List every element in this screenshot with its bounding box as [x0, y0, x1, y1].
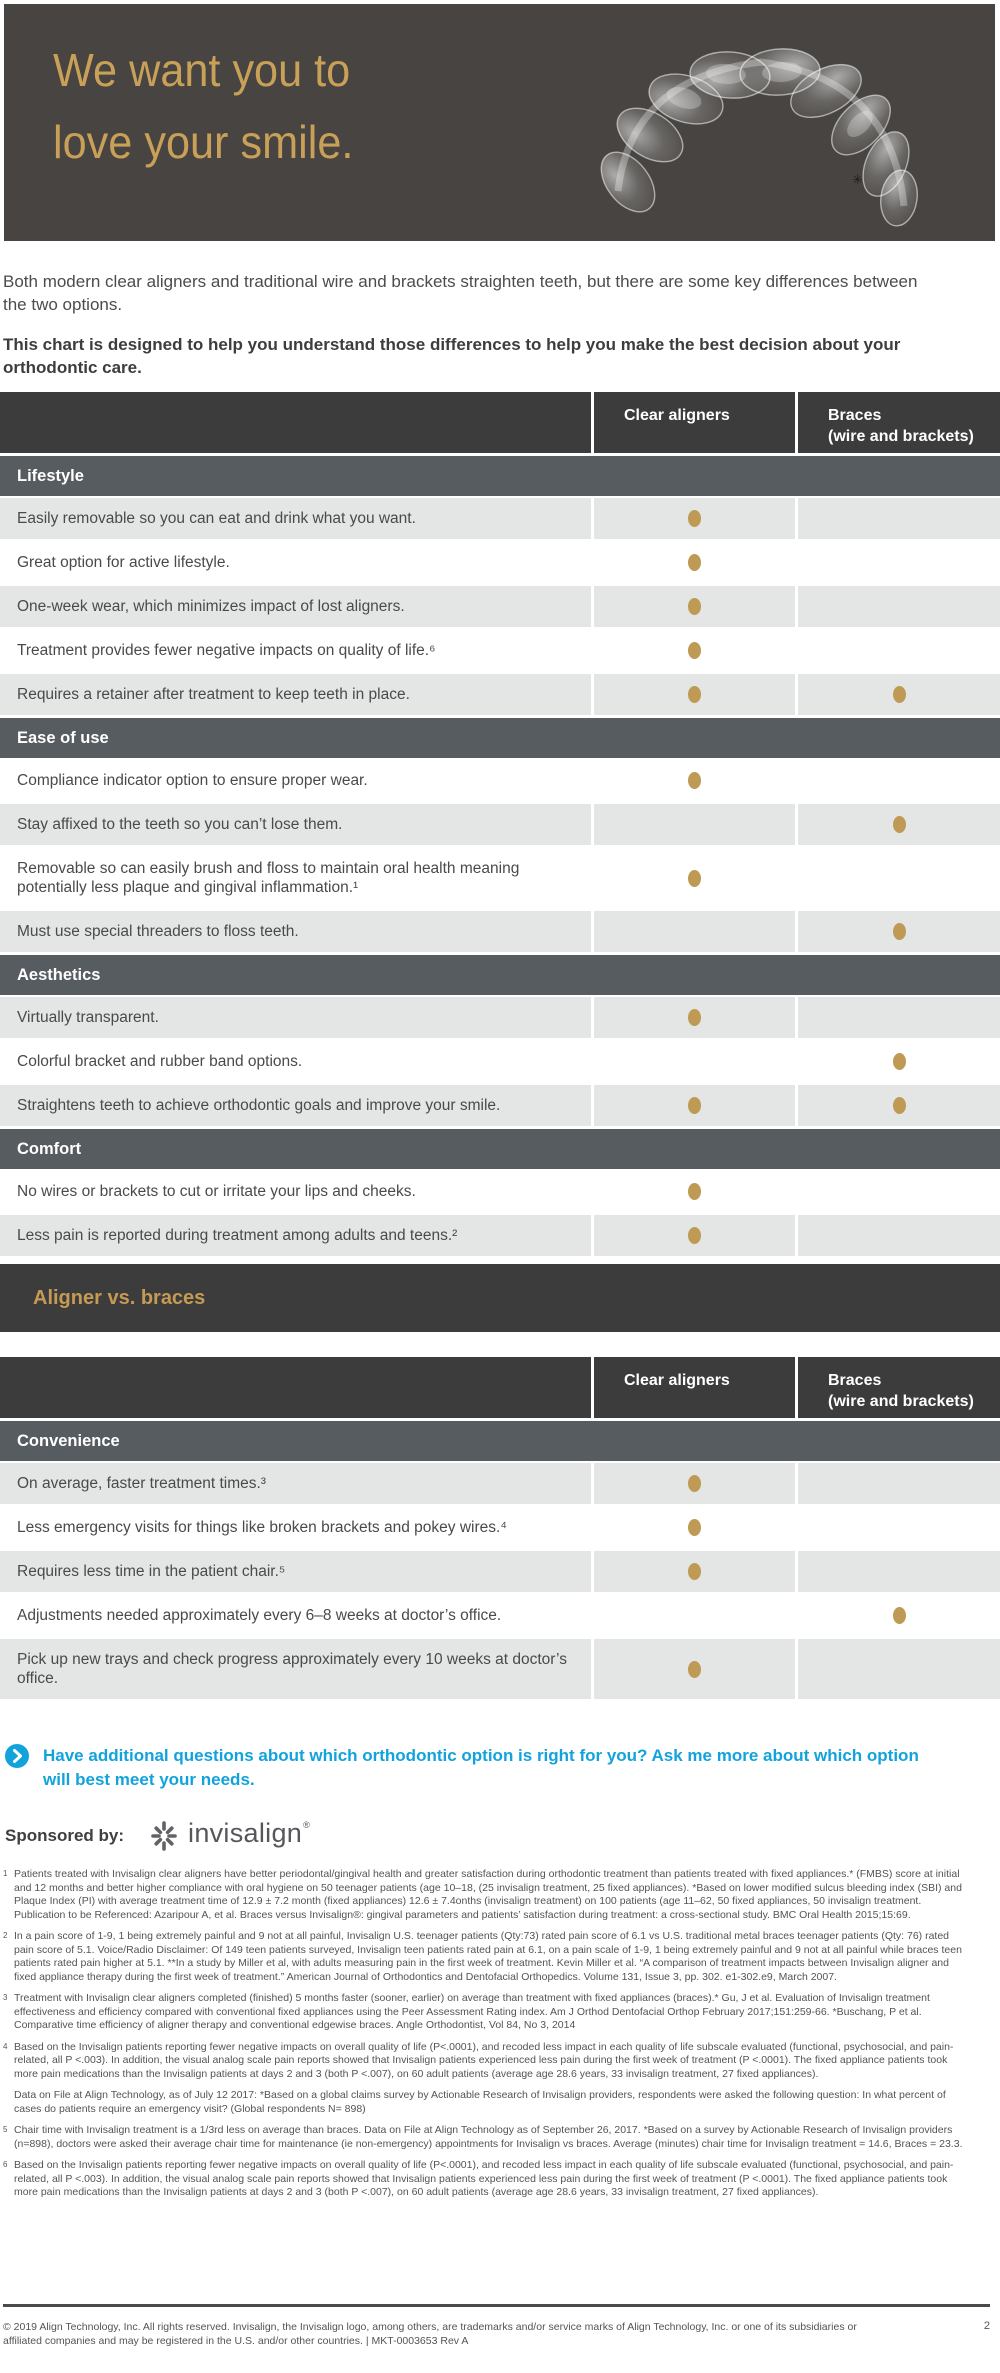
row-label: Treatment provides fewer negative impacts on quality of life.⁶: [17, 642, 436, 659]
footer-divider: [3, 2304, 990, 2307]
footnote-marker: 1: [3, 1869, 8, 1878]
cell-clear-aligners: [594, 1639, 795, 1699]
cell-braces: [798, 1463, 1000, 1504]
footnote-marker: 4: [3, 2041, 8, 2051]
section-title: Comfort: [17, 1139, 82, 1158]
header-clear-aligners: Clear aligners: [594, 392, 795, 453]
footnote-5: [3, 2124, 970, 2151]
row-label: Less emergency visits for things like broken brackets and pokey wires.⁴: [17, 1519, 507, 1536]
table-row: [0, 498, 1000, 539]
row-label: Stay affixed to the teeth so you can’t lose them.: [0, 804, 591, 845]
cell-braces: [798, 542, 1000, 583]
cell-braces: [798, 804, 1000, 845]
table-row: [0, 1171, 1000, 1212]
cell-clear-aligners: [594, 1085, 795, 1126]
comparison-table-header: [0, 392, 1000, 453]
footnote-3: [3, 1992, 970, 2033]
header-braces-line1: Braces: [828, 1372, 882, 1389]
page-number: 2: [983, 2320, 990, 2332]
compliance-indicator-mark: ✳: [852, 172, 863, 187]
row-label: Compliance indicator option to ensure proper wear.: [17, 772, 368, 789]
check-dot-clear: [688, 1183, 701, 1200]
cell-braces: [798, 1085, 1000, 1126]
footnote-4: [3, 2041, 970, 2117]
sponsored-by-label: Sponsored by:: [5, 1826, 125, 1845]
footnote-text: Chair time with Invisalign treatment is a 1/3rd less on average than braces. Data on File at Align Technology as of September 26, 2017. *Based on a survey by Actionable Research of Invisalign providers (n=898), doctors were asked their average chair time for maintenance (ie non-emergency) appointments for Invisalign vs braces. Average (minutes) chair time for Invisalign treatment = 14.6, Braces = 23.3.: [14, 2124, 963, 2150]
table-row: [0, 542, 1000, 583]
check-dot-clear: [688, 1519, 701, 1536]
page-footer: [3, 2304, 990, 2348]
table-row: [0, 1085, 1000, 1126]
table-row: [0, 1463, 1000, 1504]
comparison-table-2: [0, 1357, 1000, 1699]
section-header-ease-of-use: [0, 718, 1000, 758]
footnote-extra: Data on File at Align Technology, as of July 12 2017: *Based on a global claims survey by Actionable Research of Invisalign providers, respondents were asked the following question: In what percent of cases do patients require an emergency visit? (Global respondents N= 898): [14, 2089, 946, 2115]
check-dot-braces: [893, 1097, 906, 1114]
cell-clear-aligners: [594, 804, 795, 845]
header-braces: [798, 392, 1000, 453]
cell-clear-aligners: [594, 498, 795, 539]
section-title: Aesthetics: [17, 965, 101, 984]
table-row: [0, 674, 1000, 715]
footnote-text: Based on the Invisalign patients reporting fewer negative impacts on overall quality of life (P<.0001), and recoded less impact in each quality of life subscale evaluated (functional, psychosocial, and pain-related, all P <.003). In addition, the visual analog scale pain reports showed that Invisalign patients experienced less pain during the first week of treatment (P <.0001). The fixed appliance patients took more pain medications than the Invisalign patients at days 2 and 3 (both P <.007), on 60 adult patients (average age 28.6 years, 33 invisalign treatment, 27 fixed appliances).: [14, 2040, 954, 2080]
table-row: [0, 1595, 1000, 1636]
cell-braces: [798, 498, 1000, 539]
chevron-right-icon: [5, 1744, 29, 1768]
row-label: Colorful bracket and rubber band options.: [17, 1053, 303, 1070]
cell-clear-aligners: [594, 542, 795, 583]
header-row-label-cell: [0, 1357, 591, 1418]
cell-clear-aligners: [594, 848, 795, 908]
aligner-vs-braces-title: Aligner vs. braces: [33, 1286, 206, 1309]
cell-clear-aligners: [594, 760, 795, 801]
row-label: Pick up new trays and check progress approximately every 10 weeks at doctor’s office.: [0, 1639, 591, 1699]
cell-braces: [798, 1215, 1000, 1256]
cell-braces: [798, 1507, 1000, 1548]
cell-braces: [798, 1041, 1000, 1082]
table-row: [0, 1041, 1000, 1082]
cell-clear-aligners: [594, 1595, 795, 1636]
check-dot-clear: [688, 1227, 701, 1244]
questions-callout: [5, 1744, 940, 1792]
table-row: [0, 1551, 1000, 1592]
table-row: [0, 630, 1000, 671]
table-row: [0, 760, 1000, 801]
cell-braces: [798, 1639, 1000, 1699]
cell-braces: [798, 630, 1000, 671]
row-label: Requires less time in the patient chair.⁵: [0, 1551, 591, 1592]
check-dot-clear: [688, 1661, 701, 1678]
invisalign-logo: [146, 1816, 310, 1856]
comparison-table-1: [0, 392, 1000, 1256]
section-header-aesthetics: [0, 955, 1000, 995]
row-label: No wires or brackets to cut or irritate your lips and cheeks.: [17, 1183, 416, 1200]
table-row: [0, 1639, 1000, 1699]
section-header-comfort: [0, 1129, 1000, 1169]
row-label: Virtually transparent.: [0, 997, 591, 1038]
cell-braces: [798, 848, 1000, 908]
hero-banner: [4, 4, 995, 241]
table-row: [0, 1215, 1000, 1256]
footnotes: [3, 1868, 970, 2200]
header-braces-line1: Braces: [828, 407, 882, 424]
cell-braces: [798, 586, 1000, 627]
check-dot-clear: [688, 642, 701, 659]
check-dot-clear: [688, 870, 701, 887]
cell-clear-aligners: [594, 1551, 795, 1592]
check-dot-braces: [893, 816, 906, 833]
check-dot-clear: [688, 510, 701, 527]
table-row: [0, 997, 1000, 1038]
cell-braces: [798, 911, 1000, 952]
table-row: [0, 1507, 1000, 1548]
hero-title-line2: love your smile.: [53, 116, 354, 168]
cell-braces: [798, 760, 1000, 801]
page: [0, 4, 1000, 2347]
table-row: [0, 848, 1000, 908]
check-dot-braces: [893, 686, 906, 703]
footer-copyright: © 2019 Align Technology, Inc. All rights reserved. Invisalign, the Invisalign logo, among others, are trademarks and/or service marks of Align Technology, Inc. or one of its subsidiaries or affiliated companies and may be registered in the U.S. and/or other countries. | MKT-0003653 Rev A: [3, 2321, 857, 2347]
cell-clear-aligners: [594, 674, 795, 715]
hero-title: [53, 34, 353, 178]
aligner-vs-braces-banner: [0, 1264, 1000, 1332]
check-dot-clear: [688, 1563, 701, 1580]
check-dot-braces: [893, 923, 906, 940]
row-label: Less pain is reported during treatment among adults and teens.²: [0, 1215, 591, 1256]
cell-clear-aligners: [594, 586, 795, 627]
check-dot-clear: [688, 1475, 701, 1492]
cell-clear-aligners: [594, 1041, 795, 1082]
check-dot-clear: [688, 686, 701, 703]
intro-section: [3, 270, 960, 379]
row-label: Removable so can easily brush and floss to maintain oral health meaning potentially less plaque and gingival inflammation.¹: [17, 860, 520, 896]
row-label: Must use special threaders to floss teeth.: [0, 911, 591, 952]
cell-braces: [798, 674, 1000, 715]
header-braces-line2: (wire and brackets): [828, 428, 974, 445]
row-label: Great option for active lifestyle.: [17, 554, 230, 571]
footnote-2: [3, 1930, 970, 1984]
footnote-text: Based on the Invisalign patients reporting fewer negative impacts on overall quality of life (P<.0001), and recoded less impact in each quality of life subscale evaluated (functional, psychosocial, and pain-related, all P <.003). In addition, the visual analog scale pain reports showed that Invisalign patients experienced less pain during the first week of treatment (P <.0001). The fixed appliance patients took more pain medications than the Invisalign patients at days 2 and 3 (both P <.007), on 60 adult patients (average age 28.6 years, 33 invisalign treatment, 27 fixed appliances).: [14, 2159, 954, 2198]
footnote-marker: 6: [3, 2160, 8, 2169]
section-title: Ease of use: [17, 728, 109, 747]
clear-aligner-photo: [556, 16, 956, 232]
cell-clear-aligners: [594, 1507, 795, 1548]
row-label: On average, faster treatment times.³: [0, 1463, 591, 1504]
footnote-marker: 3: [3, 1993, 8, 2002]
cell-clear-aligners: [594, 1215, 795, 1256]
comparison-table-header: [0, 1357, 1000, 1418]
check-dot-clear: [688, 554, 701, 571]
cell-clear-aligners: [594, 630, 795, 671]
row-label: Straightens teeth to achieve orthodontic goals and improve your smile.: [0, 1085, 591, 1126]
hero-title-line1: We want you to: [53, 44, 351, 96]
check-dot-braces: [893, 1607, 906, 1624]
cell-braces: [798, 1171, 1000, 1212]
check-dot-clear: [688, 772, 701, 789]
section-title: Lifestyle: [17, 466, 84, 485]
row-label: Requires a retainer after treatment to keep teeth in place.: [0, 674, 591, 715]
check-dot-clear: [688, 1009, 701, 1026]
footnote-text: Patients treated with Invisalign clear aligners have better periodontal/gingival health and greater satisfaction during orthodontic treatment than patients treated with fixed appliances.* (FMBS) score at initial and 12 months and better higher compliance with oral hygiene on 50 teenager patients (age 10–18, (25 invisalign treatment, 25 fixed appliances). *Based on lower modified sulcus bleeding index (SBI) and Plaque Index (PI) with average treatment time of 12.9 ± 7.2 month (fixed appliances) 12.6 ± 7.4onths (invisalign treatment) on 100 patients (age 11–62, 50 fixed appliances, 50 invisalign treatment. Publication to be Referenced: Azaripour A, et al. Braces versus Invisalign®: gingival parameters and patients’ satisfaction during treatment: a cross-sectional study. BMC Oral Health 2015;15:69.: [14, 1868, 962, 1921]
footnote-text: Treatment with Invisalign clear aligners completed (finished) 5 months faster (sooner, earlier) on average than treatment with fixed appliances (braces).* Gu, J et al. Evaluation of Invisalign treatment effectiveness and efficiency compared with conventional fixed appliances using the Peer Assessment Rating index. Am J Orthod Dentofacial Orthop February 2017;151:259-66. *Buschang, P et al. Comparative time efficiency of aligner therapy and conventional edgewise braces. Angle Orthodontist, Vol 84, No 3, 2014: [14, 1992, 930, 2031]
footnote-text: In a pain score of 1-9, 1 being extremely painful and 9 not at all painful, Invisalign U.S. teenager patients (Qty:73) rated pain score of 6.1 vs U.S. traditional metal braces teenager patients (Qty: 76) rated pain score of 5.1. Voice/Radio Disclaimer: Of 149 teen patients surveyed, Invisalign teen patients rated pain at 6.1, on a pain scale of 1-9, 1 being extremely painful and 9 not at all painful while braces teen patients rated pain higher at 5.1. **In a study by Miller et al, with adults measuring pain in the first week of treatment. Kevin Miller et al. “A comparison of treatment impacts between Invisalign aligner and fixed appliance therapy during the first week of treatment.” American Journal of Orthodontics and Dentofacial Orthopedics. Volume 131, Issue 3, pp. 302. e1-302.e9, March 2007.: [14, 1930, 962, 1983]
section-title: Convenience: [17, 1431, 120, 1450]
row-label: Easily removable so you can eat and drink what you want.: [0, 498, 591, 539]
footnote-marker: 5: [3, 2125, 8, 2134]
check-dot-braces: [893, 1053, 906, 1070]
section-header-lifestyle: [0, 456, 1000, 496]
cell-braces: [798, 997, 1000, 1038]
sponsored-by: [5, 1816, 1000, 1856]
table-row: [0, 911, 1000, 952]
invisalign-starburst-icon: [146, 1816, 182, 1856]
footnote-marker: 2: [3, 1931, 8, 1940]
invisalign-wordmark: invisalign: [188, 1818, 303, 1848]
cell-clear-aligners: [594, 1463, 795, 1504]
row-label: One-week wear, which minimizes impact of lost aligners.: [0, 586, 591, 627]
section-header-convenience: [0, 1421, 1000, 1461]
row-label: Adjustments needed approximately every 6–8 weeks at doctor’s office.: [17, 1607, 502, 1624]
header-row-label-cell: [0, 392, 591, 453]
cell-clear-aligners: [594, 997, 795, 1038]
footnote-6: [3, 2159, 970, 2200]
trademark-symbol: ®: [303, 1820, 310, 1830]
intro-emphasis: This chart is designed to help you understand those differences to help you make the best decision about your orthodontic care.: [3, 335, 901, 377]
table-row: [0, 804, 1000, 845]
check-dot-clear: [688, 1097, 701, 1114]
cell-clear-aligners: [594, 911, 795, 952]
check-dot-clear: [688, 598, 701, 615]
cell-braces: [798, 1595, 1000, 1636]
header-braces-line2: (wire and brackets): [828, 1393, 974, 1410]
callout-text: Have additional questions about which orthodontic option is right for you? Ask me more about which option will best meet your needs.: [43, 1746, 919, 1789]
header-clear-aligners: Clear aligners: [594, 1357, 795, 1418]
footnote-1: [3, 1868, 970, 1922]
header-braces: [798, 1357, 1000, 1418]
cell-braces: [798, 1551, 1000, 1592]
intro-paragraph: Both modern clear aligners and traditional wire and brackets straighten teeth, but there are some key differences between the two options.: [3, 272, 918, 314]
cell-clear-aligners: [594, 1171, 795, 1212]
table-row: [0, 586, 1000, 627]
